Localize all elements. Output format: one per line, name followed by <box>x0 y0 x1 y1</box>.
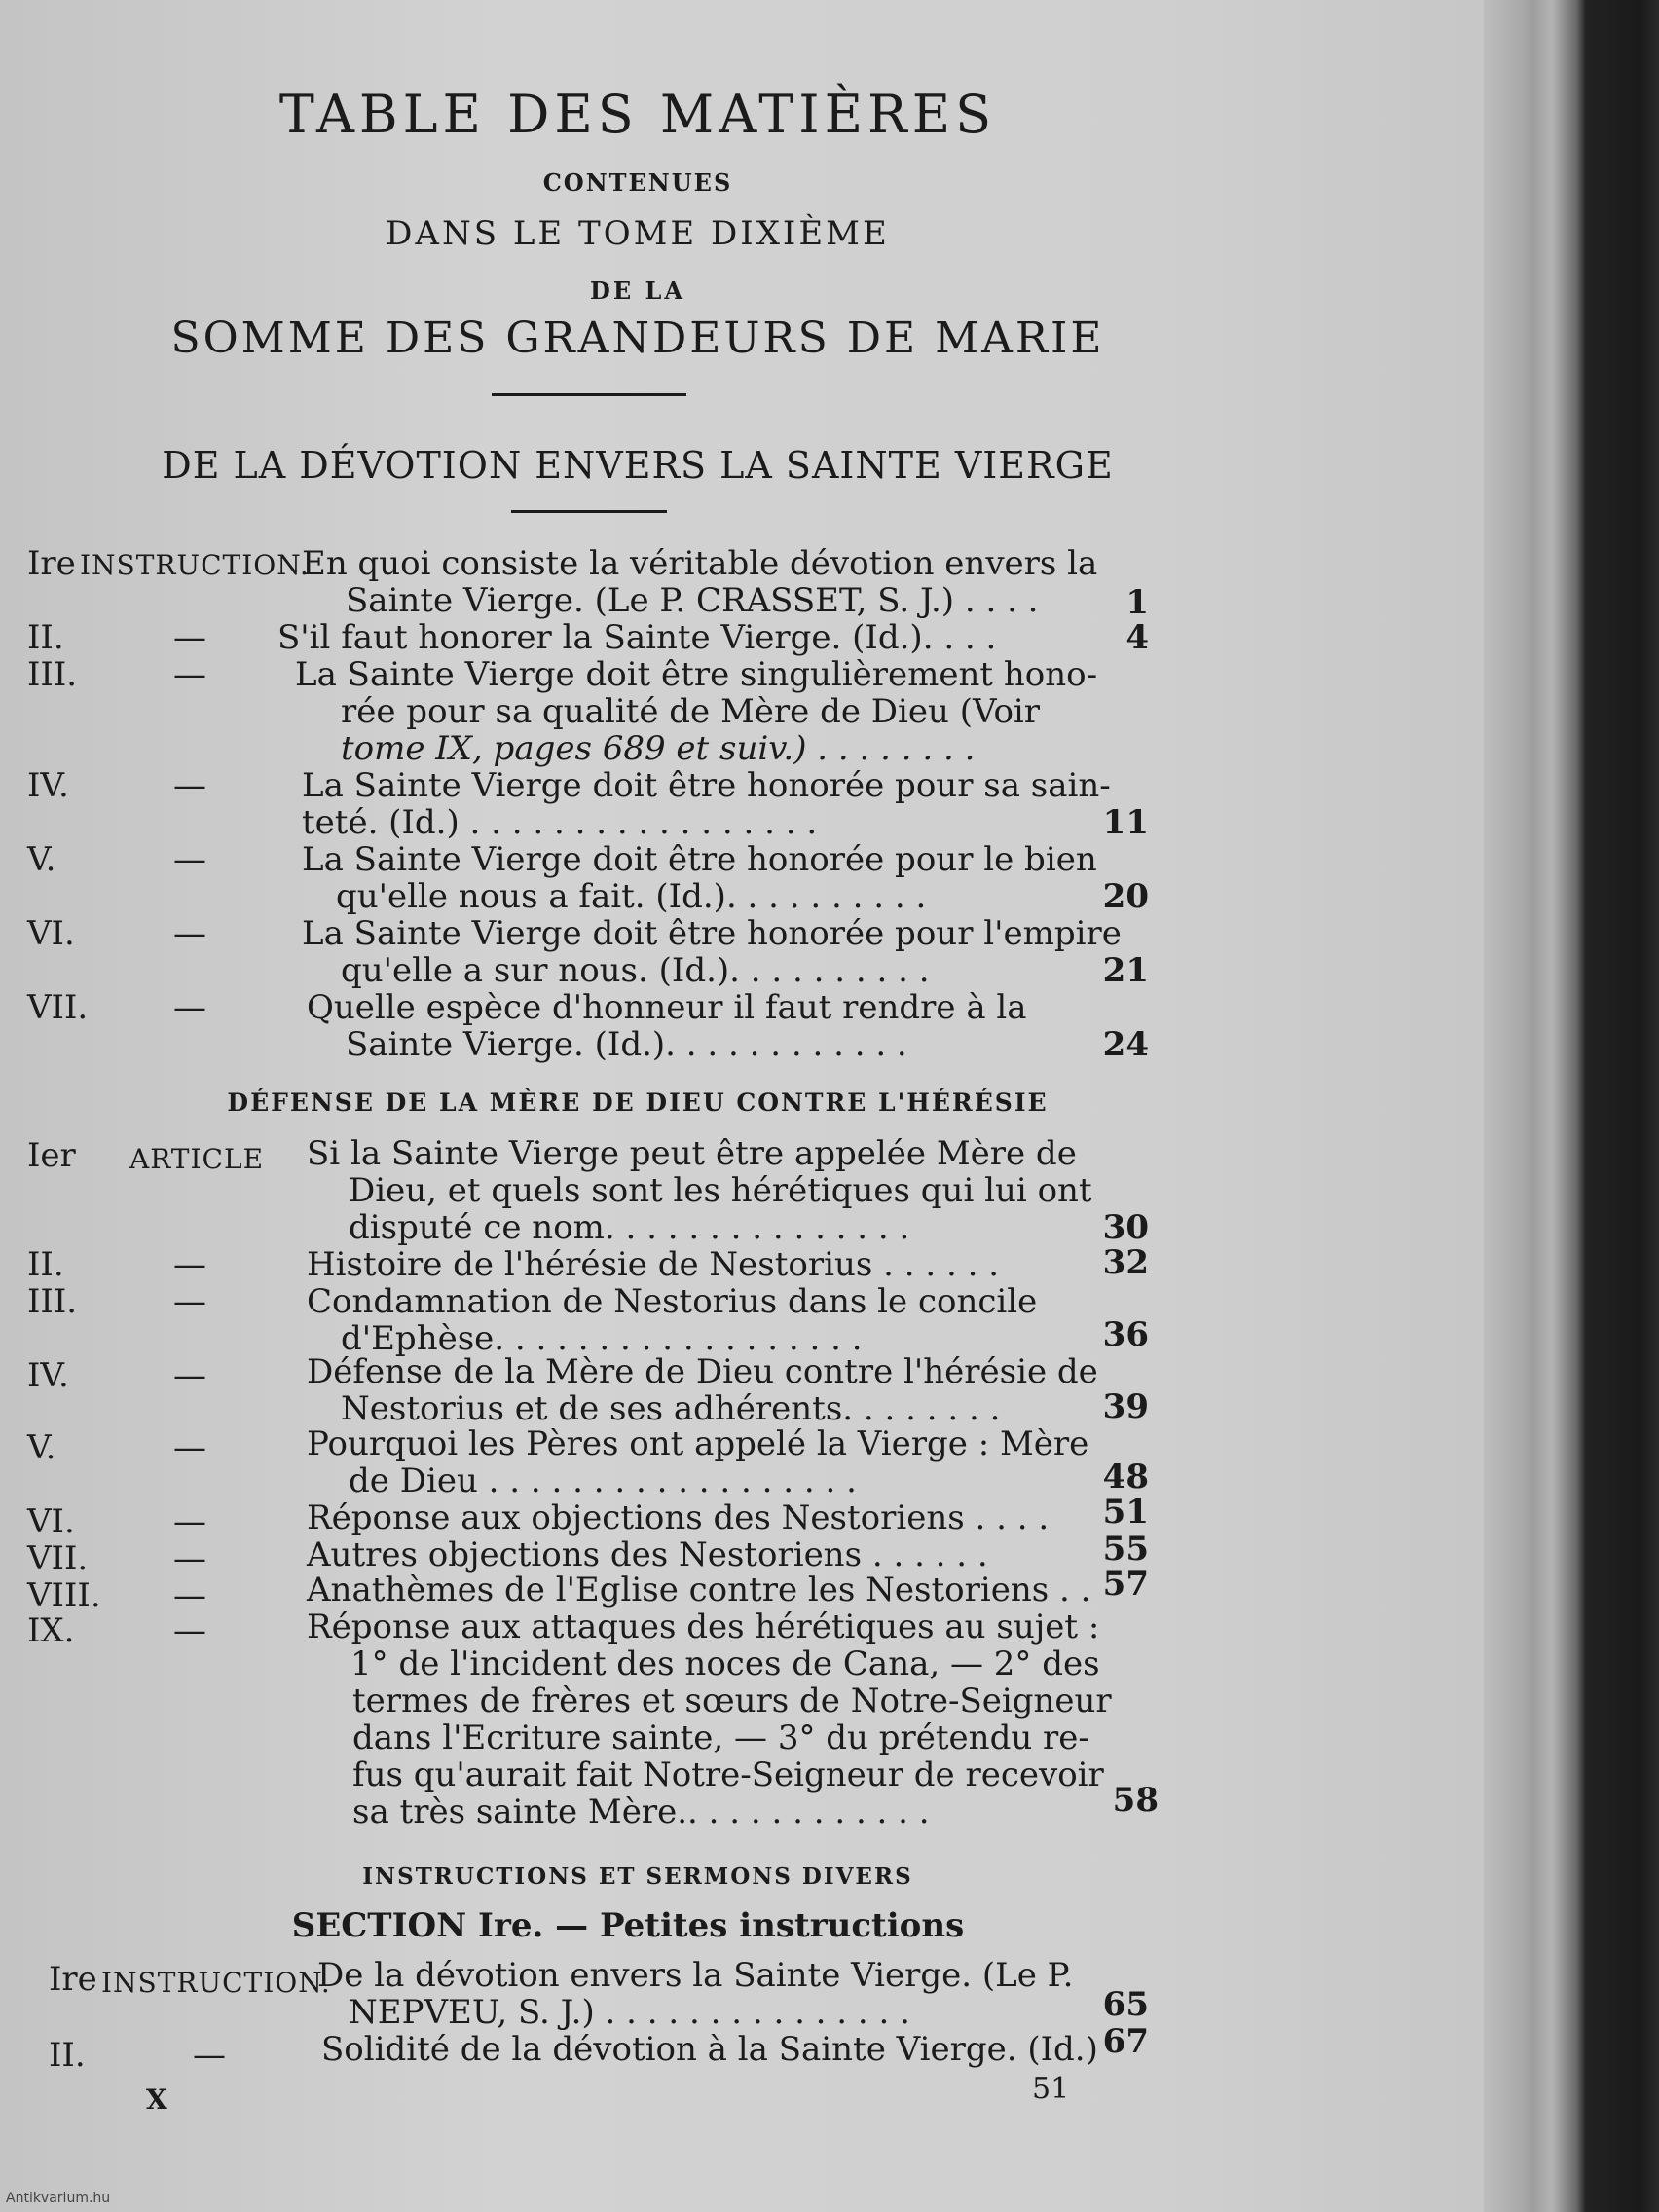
entry-line: sa très sainte Mère.. . . . . . . . . . . . <box>352 1792 930 1831</box>
entry-label: — <box>173 618 206 657</box>
entry-label: — <box>173 840 206 879</box>
entry-number: VI. <box>27 1502 75 1541</box>
entry-line: Dieu, et quels sont les hérétiques qui lui ont <box>349 1171 1092 1210</box>
entry-line: 1° de l'incident des noces de Cana, — 2° des <box>350 1644 1100 1683</box>
entry-number: VI. <box>27 914 75 953</box>
entry-page: 11 <box>1102 803 1149 842</box>
entry-number: IX. <box>27 1611 75 1650</box>
entry-line: dans l'Ecriture sainte, — 3° du prétendu re- <box>352 1718 1089 1757</box>
entry-line: Sainte Vierge. (Id.). . . . . . . . . . . . <box>346 1025 907 1064</box>
entry-line: Quelle espèce d'honneur il faut rendre à la <box>307 988 1027 1027</box>
entry-label: — <box>173 655 206 694</box>
entry-number: IV. <box>27 766 69 805</box>
entry-page: 65 <box>1102 1985 1149 2024</box>
signature-mark: X <box>146 2083 167 2116</box>
entry-label: — <box>173 1428 206 1467</box>
watermark: Antikvarium.hu <box>6 2191 111 2206</box>
entry-number: III. <box>27 655 78 694</box>
entry-line: Réponse aux attaques des hérétiques au sujet : <box>307 1607 1100 1646</box>
entry-line: Réponse aux objections des Nestoriens . . . . <box>307 1498 1050 1537</box>
entry-label: — <box>173 1502 206 1541</box>
entry-number: III. <box>27 1282 78 1321</box>
subtitle-de-la: DE LA <box>590 276 685 305</box>
entry-line: Si la Sainte Vierge peut être appelée Mère de <box>307 1134 1077 1173</box>
entry-line: Condamnation de Nestorius dans le concile <box>307 1282 1038 1321</box>
entry-number: VIII. <box>27 1576 101 1615</box>
entry-line: NEPVEU, S. J.) . . . . . . . . . . . . . . . <box>349 1993 910 2032</box>
entry-label: — <box>173 914 206 953</box>
book-gutter <box>1484 0 1659 2212</box>
entry-line: La Sainte Vierge doit être honorée pour sa sain- <box>302 766 1111 805</box>
section-heading: SECTION Ire. — Petites instructions <box>291 1906 965 1945</box>
entry-line: En quoi consiste la véritable dévotion envers la <box>302 544 1098 583</box>
entry-number: VII. <box>27 1539 89 1578</box>
entry-number: II. <box>27 618 64 657</box>
entry-line: La Sainte Vierge doit être honorée pour l'empire <box>302 914 1122 953</box>
entry-page: 20 <box>1102 877 1149 916</box>
subtitle-tome: DANS LE TOME DIXIÈME <box>386 214 890 253</box>
entry-page: 1 <box>1125 583 1149 622</box>
entry-page: 30 <box>1102 1208 1149 1247</box>
entry-line: fus qu'aurait fait Notre-Seigneur de recevoir <box>352 1755 1104 1794</box>
entry-page: 48 <box>1102 1457 1149 1496</box>
entry-page: 36 <box>1102 1315 1149 1354</box>
entry-line: rée pour sa qualité de Mère de Dieu (Voir <box>341 692 1041 731</box>
divider <box>492 393 686 396</box>
entry-page: 39 <box>1102 1387 1149 1426</box>
entry-line: Histoire de l'hérésie de Nestorius . . . . . . <box>307 1245 1000 1284</box>
entry-line: Solidité de la dévotion à la Sainte Vierge. (Id.) <box>321 2030 1098 2069</box>
entry-label: — <box>173 1282 206 1321</box>
divider <box>511 510 667 513</box>
entry-page: 32 <box>1102 1243 1149 1282</box>
subheading-defense: DÉFENSE DE LA MÈRE DE DIEU CONTRE L'HÉRÉSIE <box>227 1088 1049 1117</box>
entry-page: 67 <box>1102 2022 1149 2061</box>
entry-line: De la dévotion envers la Sainte Vierge. (Le P. <box>317 1956 1074 1995</box>
entry-line: d'Ephèse. . . . . . . . . . . . . . . . . . <box>341 1319 863 1358</box>
entry-line: teté. (Id.) . . . . . . . . . . . . . . . . . <box>302 803 818 842</box>
entry-number: IV. <box>27 1356 69 1395</box>
subheading-instructions: INSTRUCTIONS ET SERMONS DIVERS <box>362 1863 913 1890</box>
entry-page: 51 <box>1102 1493 1149 1531</box>
entry-line: La Sainte Vierge doit être singulièrement hono- <box>295 655 1098 694</box>
entry-page: 57 <box>1102 1565 1149 1604</box>
entry-label: — <box>173 1611 206 1650</box>
entry-label: INSTRUCTION. <box>80 549 310 581</box>
entry-line: qu'elle a sur nous. (Id.). . . . . . . . . . <box>341 951 930 990</box>
entry-page: 21 <box>1102 951 1149 990</box>
entry-line: termes de frères et sœurs de Notre-Seigneur <box>352 1681 1112 1720</box>
entry-page: 55 <box>1102 1530 1149 1568</box>
entry-label: — <box>173 766 206 805</box>
entry-label: — <box>173 1356 206 1395</box>
entry-label: ARTICLE <box>129 1143 265 1175</box>
entry-number: Ier <box>27 1136 76 1175</box>
entry-line: Défense de la Mère de Dieu contre l'hérésie de <box>307 1352 1098 1391</box>
work-title: SOMME DES GRANDEURS DE MARIE <box>170 313 1105 363</box>
entry-line: Pourquoi les Pères ont appelé la Vierge : Mère <box>307 1424 1089 1463</box>
entry-label: — <box>193 2036 226 2075</box>
entry-line: Nestorius et de ses adhérents. . . . . . . . <box>341 1389 1001 1428</box>
entry-line: Anathèmes de l'Eglise contre les Nestoriens . . <box>307 1570 1091 1609</box>
entry-label: — <box>173 1576 206 1615</box>
entry-number: Ire <box>49 1960 97 1999</box>
entry-label: — <box>173 1245 206 1284</box>
entry-number: V. <box>27 840 56 879</box>
entry-label: INSTRUCTION. <box>101 1967 331 1999</box>
entry-line: tome IX, pages 689 et suiv.) . . . . . . . . <box>341 729 976 768</box>
entry-page: 4 <box>1125 618 1149 657</box>
section-title: DE LA DÉVOTION ENVERS LA SAINTE VIERGE <box>162 444 1114 487</box>
entry-line: qu'elle nous a fait. (Id.). . . . . . . . . . <box>336 877 927 916</box>
entry-line: Sainte Vierge. (Le P. CRASSET, S. J.) . . . . <box>346 581 1039 620</box>
entry-page: 58 <box>1112 1781 1159 1820</box>
subtitle-contenues: CONTENUES <box>542 168 733 197</box>
page-title: TABLE DES MATIÈRES <box>278 84 997 145</box>
entry-label: — <box>173 988 206 1027</box>
entry-number: II. <box>49 2036 86 2075</box>
entry-line: La Sainte Vierge doit être honorée pour le bien <box>302 840 1097 879</box>
entry-number: VII. <box>27 988 89 1027</box>
entry-line: S'il faut honorer la Sainte Vierge. (Id.). . . . <box>277 618 997 657</box>
entry-number: Ire <box>27 544 76 583</box>
entry-line: disputé ce nom. . . . . . . . . . . . . . . <box>349 1208 910 1247</box>
entry-line: de Dieu . . . . . . . . . . . . . . . . . . <box>349 1461 857 1500</box>
entry-label: — <box>173 1539 206 1578</box>
entry-page: 24 <box>1102 1025 1149 1064</box>
entry-number: II. <box>27 1245 64 1284</box>
sheet-number: 51 <box>1032 2072 1070 2106</box>
entry-number: V. <box>27 1428 56 1467</box>
entry-line: Autres objections des Nestoriens . . . . . . <box>307 1535 988 1574</box>
